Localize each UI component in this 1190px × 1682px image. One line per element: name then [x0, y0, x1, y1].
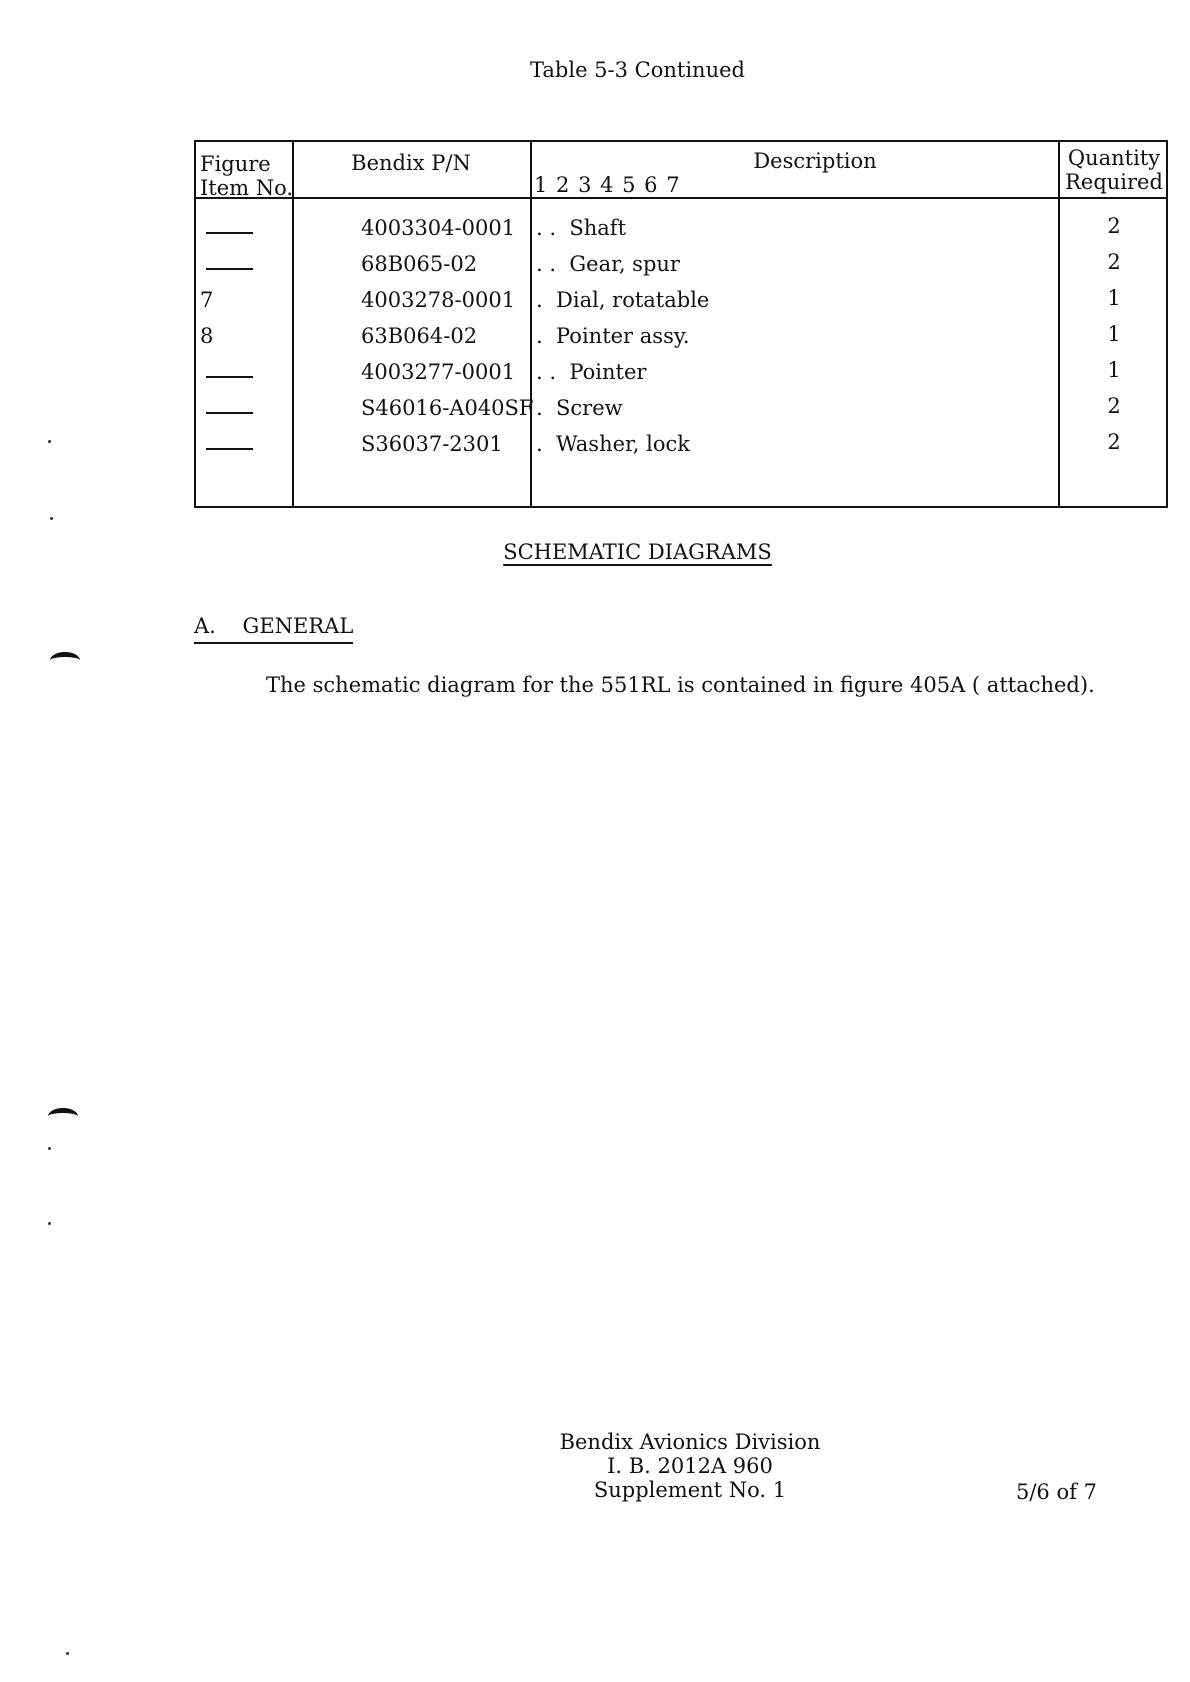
header-part-number: Bendix P/N [351, 151, 471, 175]
scan-artifact [50, 652, 80, 669]
section-heading: SCHEMATIC DIAGRAMS [503, 540, 772, 564]
scan-artifact [48, 1108, 78, 1125]
scan-artifact [48, 440, 51, 443]
row-quantity: 1 [1107, 358, 1121, 382]
row-quantity: 2 [1107, 430, 1121, 454]
row-description: . . Shaft [536, 216, 627, 240]
row-description: . . Pointer [536, 360, 647, 384]
row-description: . Dial, rotatable [536, 288, 710, 312]
row-part-number: 68B065-02 [361, 252, 478, 276]
header-figure-item: Figure Item No. [200, 152, 294, 200]
page-title: Table 5-3 Continued [530, 58, 745, 82]
table-row [196, 392, 1166, 428]
row-quantity: 1 [1107, 322, 1121, 346]
page-number: 5/6 of 7 [1016, 1480, 1097, 1504]
table-row [196, 356, 1166, 392]
row-description: . . Gear, spur [536, 252, 680, 276]
dash-mark [206, 232, 253, 234]
row-description: . Washer, lock [536, 432, 690, 456]
table-row [196, 428, 1166, 464]
row-quantity: 1 [1107, 286, 1121, 310]
dash-mark [206, 268, 253, 270]
scan-artifact [48, 1222, 51, 1225]
table-row [196, 284, 1166, 320]
indent-levels: 1 2 3 4 5 6 7 [534, 173, 681, 197]
dash-mark [206, 448, 253, 450]
row-item: 7 [200, 288, 214, 312]
subsection-label: A. [194, 614, 216, 638]
parts-table [194, 140, 1168, 508]
dash-mark [206, 376, 253, 378]
row-item: 8 [200, 324, 214, 348]
row-quantity: 2 [1107, 214, 1121, 238]
footer-division: Bendix Avionics Division [559, 1430, 821, 1454]
header-description: Description 1 2 3 4 5 6 7 [530, 149, 1060, 197]
scan-artifact [48, 1147, 51, 1150]
footer-document-id: I. B. 2012A 960 [607, 1454, 773, 1478]
row-description: . Pointer assy. [536, 324, 690, 348]
scan-artifact [50, 517, 53, 520]
scan-artifact [66, 1652, 69, 1655]
table-row [196, 212, 1166, 248]
dash-mark [206, 412, 253, 414]
row-quantity: 2 [1107, 394, 1121, 418]
row-quantity: 2 [1107, 250, 1121, 274]
row-part-number: 63B064-02 [361, 324, 478, 348]
subsection-heading [194, 614, 353, 644]
row-part-number: 4003304-0001 [361, 216, 516, 240]
row-part-number: 4003277-0001 [361, 360, 516, 384]
header-quantity: Quantity Required [1065, 146, 1163, 194]
footer-supplement: Supplement No. 1 [593, 1478, 787, 1502]
table-row [196, 320, 1166, 356]
header-divider [196, 197, 1166, 199]
footer-block [540, 1430, 840, 1502]
row-part-number: S46016-A040SF [361, 396, 534, 420]
row-part-number: S36037-2301 [361, 432, 503, 456]
row-description: . Screw [536, 396, 623, 420]
row-part-number: 4003278-0001 [361, 288, 516, 312]
subsection-title: GENERAL [242, 614, 354, 638]
body-paragraph: The schematic diagram for the 551RL is contained in figure 405A ( attached). [266, 673, 1095, 697]
table-row [196, 248, 1166, 284]
